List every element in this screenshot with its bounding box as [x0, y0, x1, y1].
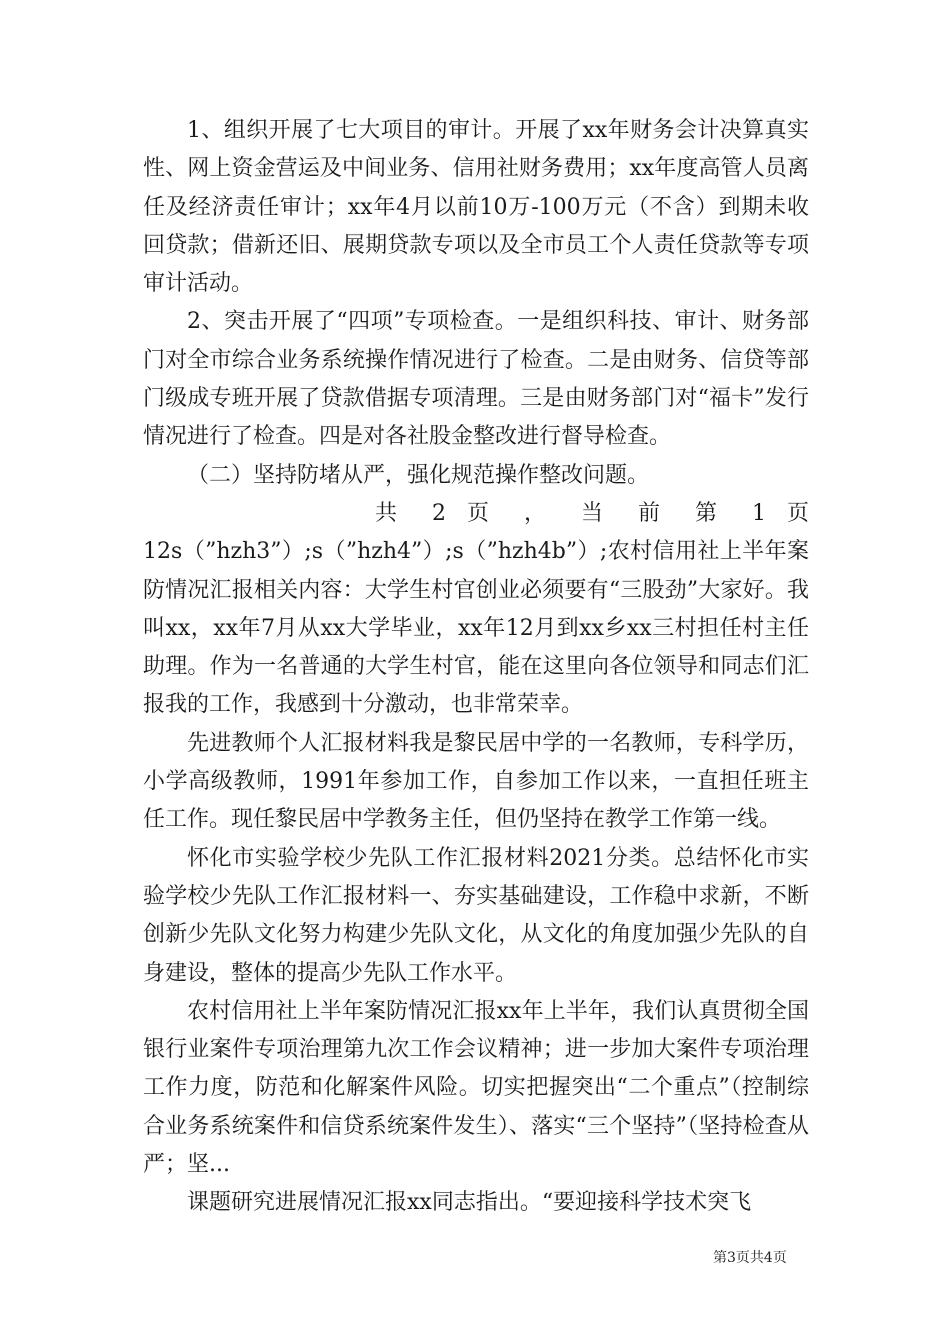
paragraph-audit-projects: 1、组织开展了七大项目的审计。开展了xx年财务会计决算真实性、网上资金营运及中间业务、信用社财务费用；xx年度高管人员离任及经济责任审计；xx年4月以前10万-100万元（不含）到期未收回贷款；借新还旧、展期贷款专项以及全市员工个人责任贷款等专项审计活动。: [143, 118, 809, 297]
document-body: [143, 112, 809, 1223]
paragraph-special-checks: 2、突击开展了“四项”专项检查。一是组织科技、审计、财务部门对全市综合业务系统操作情况进行了检查。二是由财务、信贷等部门级成专班开展了贷款借据专项清理。三是由财务部门对“福卡”发行情况进行了检查。四是对各社股金整改进行督导检查。: [143, 309, 809, 450]
page-counter-text: 共 2 页 ， 当 前 第 1 页: [375, 500, 809, 526]
paragraph-credit-union-report: 农村信用社上半年案防情况汇报xx年上半年，我们认真贯彻全国银行业案件专项治理第九次工作会议精神；进一步加大案件专项治理工作力度，防范和化解案件风险。切实把握突出“二个重点”（控制综合业务系统案件和信贷系统案件发生）、落实“三个坚持”（坚持检查从严；坚...: [143, 998, 809, 1178]
paragraph-young-pioneers: 怀化市实验学校少先队工作汇报材料2021分类。总结怀化市实验学校少先队工作汇报材料一、夯实基础建设，工作稳中求新，不断创新少先队文化努力构建少先队文化，从文化的角度加强少先队的自身建设，整体的提高少先队工作水平。: [143, 845, 809, 986]
paragraph-research-progress: 课题研究进展情况汇报xx同志指出。“要迎接科学技术突飞: [187, 1190, 752, 1216]
paragraph-related-content: 12s（”hzh3”）;s（”hzh4”）;s（”hzh4b”）;农村信用社上半年案防情况汇报相关内容：大学生村官创业必须要有“三股劲”大家好。我叫xx，xx年7月从xx大学毕业，xx年12月到xx乡xx三村担任村主任助理。作为一名普通的大学生村官，能在这里向各位领导和同志们汇报我的工作，我感到十分激动，也非常荣幸。: [143, 539, 809, 718]
paragraph-section-heading: （二）坚持防堵从严，强化规范操作整改问题。: [187, 462, 650, 488]
page-footer: 第3页共4页: [713, 1250, 787, 1266]
paragraph-teacher-report: 先进教师个人汇报材料我是黎民居中学的一名教师，专科学历，小学高级教师，1991年参加工作，自参加工作以来，一直担任班主任工作。现任黎民居中学教务主任，但仍坚持在教学工作第一线。: [143, 730, 809, 833]
